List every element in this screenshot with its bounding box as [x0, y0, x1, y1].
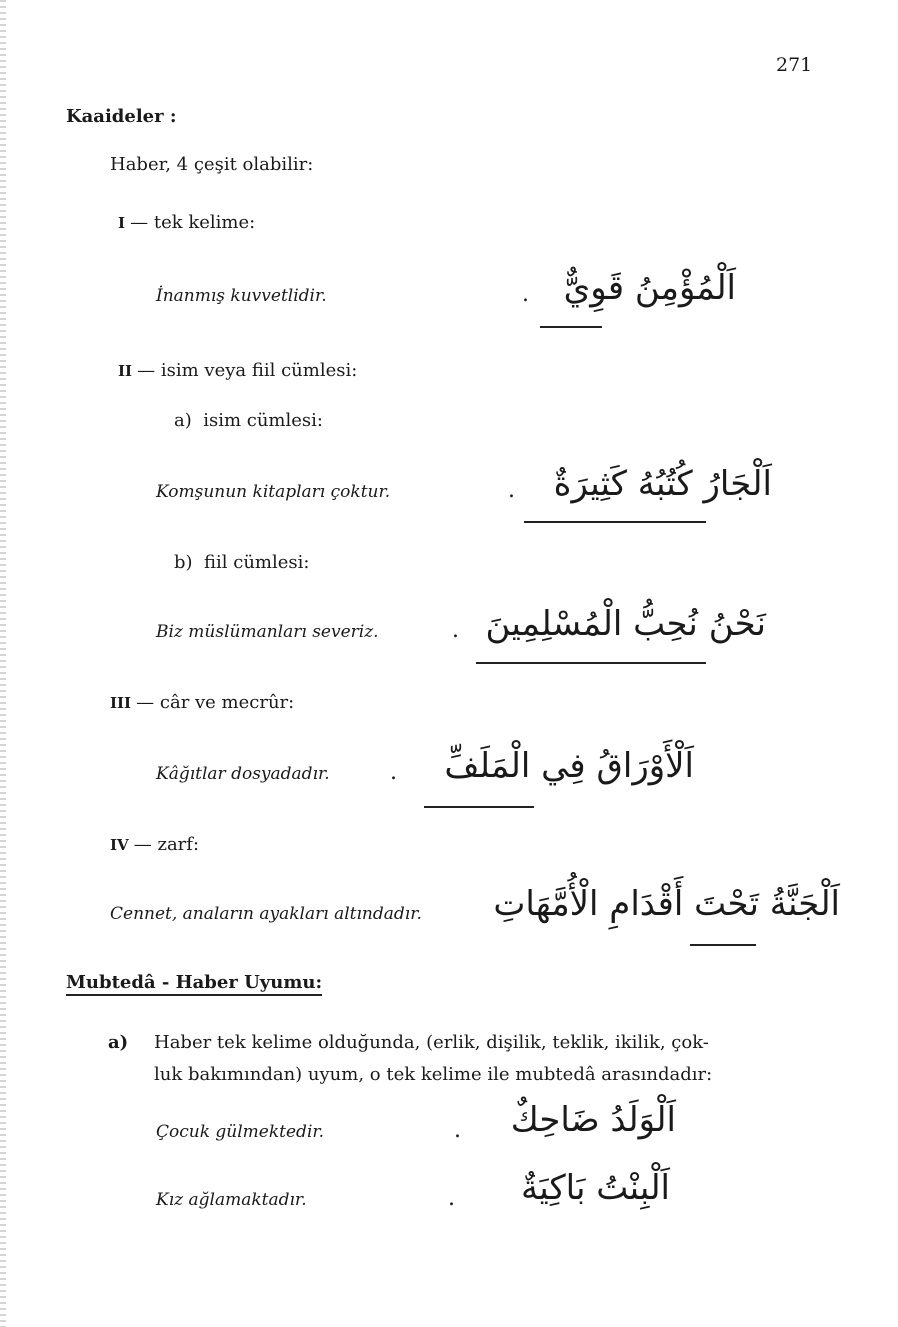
paragraph-line-1: Haber tek kelime olduğunda, (erlik, dişilik, teklik, ikilik, çok- [154, 1032, 709, 1053]
example-dot: . [454, 1118, 461, 1143]
intro-text: Haber, 4 çeşit olabilir: [110, 154, 314, 175]
predicate-underline [524, 521, 706, 523]
roman-numeral: III [110, 694, 132, 712]
example-arabic: اَلْجَنَّةُ تَحْتَ أَقْدَامِ الْأُمَّهَاتِ [493, 884, 840, 924]
page-number: 271 [776, 54, 813, 76]
example-arabic: اَلْجَارُ كُتُبُهُ كَثِيرَةٌ [553, 464, 772, 504]
subitem-a [174, 410, 323, 431]
example-dot: . [452, 618, 459, 643]
subitem-label: a) [174, 410, 192, 431]
predicate-underline [424, 806, 534, 808]
predicate-underline [540, 326, 602, 328]
example-dot: . [508, 478, 515, 503]
example-turkish: Kâğıtlar dosyadadır. [156, 764, 330, 784]
roman-numeral: I [118, 214, 126, 232]
example-dot: . [390, 760, 397, 785]
subitem-title: fiil cümlesi: [204, 552, 310, 573]
example-turkish: Cennet, anaların ayakları altındadır. [110, 904, 422, 924]
item-3 [110, 692, 294, 713]
roman-numeral: II [118, 362, 133, 380]
example-turkish: İnanmış kuvvetlidir. [156, 286, 327, 306]
scan-edge [0, 0, 6, 1327]
item-title: — tek kelime: [130, 212, 256, 233]
example-turkish: Komşunun kitapları çoktur. [156, 482, 391, 502]
example-arabic: نَحْنُ نُحِبُّ الْمُسْلِمِينَ [485, 604, 766, 644]
item-2 [118, 360, 357, 381]
example-arabic: اَلْوَلَدُ ضَاحِكٌ [510, 1100, 676, 1140]
subitem-label: b) [174, 552, 193, 573]
item-title: — zarf: [133, 834, 200, 855]
item-1 [118, 212, 255, 233]
example-arabic: اَلْبِنْتُ بَاكِيَةٌ [520, 1168, 670, 1208]
roman-numeral: IV [110, 836, 129, 854]
example-dot: . [448, 1186, 455, 1211]
item-title: — câr ve mecrûr: [136, 692, 295, 713]
example-turkish: Çocuk gülmektedir. [156, 1122, 325, 1142]
predicate-underline [690, 944, 756, 946]
subitem-title: isim cümlesi: [203, 410, 323, 431]
paragraph-label: a) [108, 1032, 129, 1053]
paragraph-line-2: luk bakımından) uyum, o tek kelime ile mubtedâ arasındadır: [154, 1064, 713, 1085]
item-4 [110, 834, 199, 855]
example-dot: . [522, 282, 529, 307]
predicate-underline [476, 662, 706, 664]
example-arabic: اَلْمُؤْمِنُ قَوِيٌّ [563, 268, 736, 308]
item-title: — isim veya fiil cümlesi: [137, 360, 358, 381]
subsection-heading: Mubtedâ - Haber Uyumu: [66, 972, 322, 996]
subitem-b [174, 552, 309, 573]
example-turkish: Biz müslümanları severiz. [156, 622, 379, 642]
section-heading: Kaaideler : [66, 106, 177, 127]
example-arabic: اَلْأَوْرَاقُ فِي الْمَلَفِّ [444, 746, 694, 786]
example-turkish: Kız ağlamaktadır. [156, 1190, 307, 1210]
